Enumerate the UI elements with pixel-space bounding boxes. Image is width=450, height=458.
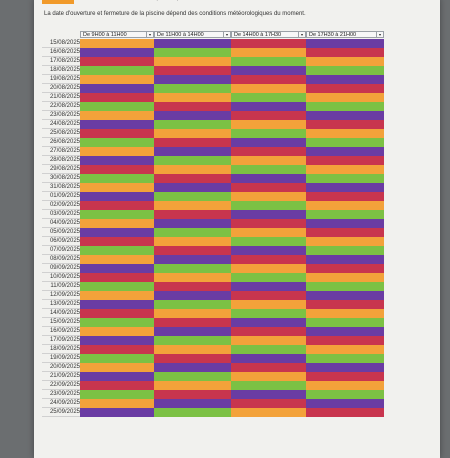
table-row: [42, 138, 384, 147]
slot-cell[interactable]: [154, 48, 231, 57]
date-cell[interactable]: 18/08/2025: [42, 66, 80, 75]
date-cell[interactable]: 06/09/2025: [42, 237, 80, 246]
slot-cell[interactable]: [154, 219, 231, 228]
slot-cell[interactable]: [306, 372, 384, 381]
slot-cell[interactable]: [306, 255, 384, 264]
slot-cell[interactable]: [80, 255, 154, 264]
slot-cell[interactable]: [306, 75, 384, 84]
slot-cell[interactable]: [154, 345, 231, 354]
slot-cell[interactable]: [154, 156, 231, 165]
slot-cell[interactable]: [80, 174, 154, 183]
slot-cell[interactable]: [306, 201, 384, 210]
table-row: [42, 336, 384, 345]
date-cell[interactable]: 08/09/2025: [42, 255, 80, 264]
slot-cell[interactable]: [306, 210, 384, 219]
slot-cell[interactable]: [231, 318, 306, 327]
slot-cell[interactable]: [231, 282, 306, 291]
slot-cell[interactable]: [306, 363, 384, 372]
slot-cell[interactable]: [80, 273, 154, 282]
slot-cell[interactable]: [306, 93, 384, 102]
date-cell[interactable]: 21/09/2025: [42, 372, 80, 381]
slot-cell[interactable]: [231, 84, 306, 93]
slot-cell[interactable]: [80, 264, 154, 273]
table-row: [42, 237, 384, 246]
date-cell[interactable]: 01/09/2025: [42, 192, 80, 201]
slot-cell[interactable]: [231, 255, 306, 264]
date-cell[interactable]: 28/08/2025: [42, 156, 80, 165]
filter-dropdown-icon[interactable]: ▾: [146, 32, 153, 37]
slot-cell[interactable]: [231, 390, 306, 399]
slot-cell[interactable]: [306, 282, 384, 291]
date-cell[interactable]: 16/08/2025: [42, 48, 80, 57]
slot-cell[interactable]: [306, 174, 384, 183]
slot-cell[interactable]: [231, 246, 306, 255]
slot-cell[interactable]: [80, 219, 154, 228]
slot-cell[interactable]: [306, 336, 384, 345]
slot-cell[interactable]: [231, 75, 306, 84]
slot-cell[interactable]: [80, 111, 154, 120]
slot-cell[interactable]: [80, 228, 154, 237]
table-row: [42, 147, 384, 156]
slot-cell[interactable]: [80, 147, 154, 156]
slot-cell[interactable]: [154, 39, 231, 48]
date-cell[interactable]: 13/09/2025: [42, 300, 80, 309]
slot-cell[interactable]: [154, 273, 231, 282]
table-row: [42, 111, 384, 120]
column-header[interactable]: [154, 31, 231, 38]
slot-cell[interactable]: [231, 228, 306, 237]
date-cell[interactable]: 11/09/2025: [42, 282, 80, 291]
filter-dropdown-icon[interactable]: ▾: [298, 32, 305, 37]
slot-cell[interactable]: [306, 57, 384, 66]
slot-cell[interactable]: [154, 255, 231, 264]
slot-cell[interactable]: [154, 75, 231, 84]
slot-cell[interactable]: [231, 237, 306, 246]
slot-cell[interactable]: [306, 84, 384, 93]
slot-cell[interactable]: [306, 327, 384, 336]
slot-cell[interactable]: [306, 66, 384, 75]
date-cell[interactable]: 25/08/2025: [42, 129, 80, 138]
column-header-label: De 14H00 à 17H30: [234, 32, 282, 38]
date-cell[interactable]: 27/08/2025: [42, 147, 80, 156]
slot-cell[interactable]: [231, 39, 306, 48]
slot-cell[interactable]: [154, 327, 231, 336]
date-cell[interactable]: 24/08/2025: [42, 120, 80, 129]
date-cell[interactable]: 04/09/2025: [42, 219, 80, 228]
date-cell[interactable]: 17/08/2025: [42, 57, 80, 66]
table-row: [42, 309, 384, 318]
date-cell[interactable]: 25/09/2025: [42, 408, 80, 417]
slot-cell[interactable]: [231, 165, 306, 174]
date-cell[interactable]: 24/09/2025: [42, 399, 80, 408]
slot-cell[interactable]: [231, 111, 306, 120]
table-row: [42, 129, 384, 138]
slot-cell[interactable]: [231, 309, 306, 318]
slot-cell[interactable]: [231, 57, 306, 66]
slot-cell[interactable]: [231, 93, 306, 102]
slot-cell[interactable]: [80, 345, 154, 354]
table-row: [42, 93, 384, 102]
table-row: [42, 408, 384, 417]
slot-cell[interactable]: [231, 336, 306, 345]
slot-cell[interactable]: [80, 129, 154, 138]
slot-cell[interactable]: [80, 372, 154, 381]
slot-cell[interactable]: [80, 102, 154, 111]
slot-cell[interactable]: [231, 183, 306, 192]
slot-cell[interactable]: [306, 228, 384, 237]
slot-cell[interactable]: [80, 57, 154, 66]
slot-cell[interactable]: [306, 192, 384, 201]
table-row: [42, 291, 384, 300]
table-row: [42, 39, 384, 48]
table-row: [42, 264, 384, 273]
date-cell[interactable]: 18/09/2025: [42, 345, 80, 354]
date-cell[interactable]: 09/09/2025: [42, 264, 80, 273]
slot-cell[interactable]: [80, 138, 154, 147]
slot-cell[interactable]: [154, 192, 231, 201]
date-cell[interactable]: 05/09/2025: [42, 228, 80, 237]
slot-cell[interactable]: [306, 390, 384, 399]
date-cell[interactable]: 16/09/2025: [42, 327, 80, 336]
slot-cell[interactable]: [154, 84, 231, 93]
slot-cell[interactable]: [306, 273, 384, 282]
date-cell[interactable]: 22/08/2025: [42, 102, 80, 111]
table-row: [42, 345, 384, 354]
column-header[interactable]: [80, 31, 154, 38]
slot-cell[interactable]: [154, 93, 231, 102]
slot-cell[interactable]: [80, 246, 154, 255]
table-row: [42, 372, 384, 381]
table-row: [42, 120, 384, 129]
slot-cell[interactable]: [306, 246, 384, 255]
table-row: [42, 156, 384, 165]
slot-cell[interactable]: [80, 237, 154, 246]
column-header-label: De 11H00 à 14H00: [157, 32, 204, 38]
date-cell[interactable]: 29/08/2025: [42, 165, 80, 174]
slot-cell[interactable]: [80, 354, 154, 363]
table-row: [42, 174, 384, 183]
date-cell[interactable]: 23/09/2025: [42, 390, 80, 399]
date-cell[interactable]: 23/08/2025: [42, 111, 80, 120]
slot-cell[interactable]: [154, 246, 231, 255]
slot-cell[interactable]: [154, 354, 231, 363]
slot-cell[interactable]: [231, 291, 306, 300]
date-cell[interactable]: 22/09/2025: [42, 381, 80, 390]
slot-cell[interactable]: [306, 291, 384, 300]
date-cell[interactable]: 07/09/2025: [42, 246, 80, 255]
table-row: [42, 273, 384, 282]
slot-cell[interactable]: [154, 228, 231, 237]
slot-cell[interactable]: [231, 273, 306, 282]
slot-cell[interactable]: [231, 210, 306, 219]
slot-cell[interactable]: [231, 381, 306, 390]
date-cell[interactable]: 20/09/2025: [42, 363, 80, 372]
slot-cell[interactable]: [306, 408, 384, 417]
slot-cell[interactable]: [154, 201, 231, 210]
date-cell[interactable]: 02/09/2025: [42, 201, 80, 210]
slot-cell[interactable]: [306, 147, 384, 156]
slot-cell[interactable]: [154, 165, 231, 174]
table-row: [42, 102, 384, 111]
slot-cell[interactable]: [306, 381, 384, 390]
slot-cell[interactable]: [80, 381, 154, 390]
date-cell[interactable]: 12/09/2025: [42, 291, 80, 300]
column-header-label: De 9H00 à 11H00: [83, 32, 127, 38]
table-row: [42, 327, 384, 336]
slot-cell[interactable]: [231, 147, 306, 156]
slot-cell[interactable]: [80, 48, 154, 57]
slot-cell[interactable]: [154, 183, 231, 192]
slot-cell[interactable]: [306, 219, 384, 228]
slot-cell[interactable]: [231, 219, 306, 228]
slot-cell[interactable]: [80, 201, 154, 210]
slot-cell[interactable]: [80, 390, 154, 399]
slot-cell[interactable]: [80, 399, 154, 408]
spreadsheet-page: [34, 0, 440, 458]
date-cell[interactable]: 19/09/2025: [42, 354, 80, 363]
date-cell[interactable]: 15/08/2025: [42, 39, 80, 48]
slot-cell[interactable]: [154, 372, 231, 381]
slot-cell[interactable]: [231, 129, 306, 138]
slot-cell[interactable]: [154, 264, 231, 273]
table-row: [42, 219, 384, 228]
legend-text: [82, 0, 226, 1]
slot-cell[interactable]: [154, 210, 231, 219]
slot-cell[interactable]: [154, 120, 231, 129]
slot-cell[interactable]: [154, 147, 231, 156]
slot-cell[interactable]: [154, 129, 231, 138]
slot-cell[interactable]: [80, 291, 154, 300]
legend: [42, 0, 362, 6]
table-row: [42, 84, 384, 93]
table-row: [42, 255, 384, 264]
slot-cell[interactable]: [154, 66, 231, 75]
slot-cell[interactable]: [231, 408, 306, 417]
table-row: [42, 318, 384, 327]
slot-cell[interactable]: [231, 363, 306, 372]
slot-cell[interactable]: [231, 174, 306, 183]
table-row: [42, 390, 384, 399]
slot-cell[interactable]: [80, 156, 154, 165]
table-row: [42, 48, 384, 57]
slot-cell[interactable]: [80, 192, 154, 201]
column-header-label: De 17H30 à 21H00: [309, 32, 357, 38]
slot-cell[interactable]: [154, 111, 231, 120]
slot-cell[interactable]: [80, 336, 154, 345]
slot-cell[interactable]: [231, 300, 306, 309]
slot-cell[interactable]: [231, 66, 306, 75]
slot-cell[interactable]: [231, 201, 306, 210]
slot-cell[interactable]: [80, 327, 154, 336]
table-row: [42, 354, 384, 363]
date-cell[interactable]: 19/08/2025: [42, 75, 80, 84]
filter-dropdown-icon[interactable]: ▾: [223, 32, 230, 37]
slot-cell[interactable]: [306, 102, 384, 111]
slot-cell[interactable]: [154, 57, 231, 66]
slot-cell[interactable]: [154, 363, 231, 372]
slot-cell[interactable]: [231, 327, 306, 336]
slot-cell[interactable]: [306, 399, 384, 408]
slot-cell[interactable]: [154, 309, 231, 318]
table-row: [42, 363, 384, 372]
slot-cell[interactable]: [306, 309, 384, 318]
slot-cell[interactable]: [154, 318, 231, 327]
date-cell[interactable]: 26/08/2025: [42, 138, 80, 147]
slot-cell[interactable]: [154, 408, 231, 417]
slot-cell[interactable]: [306, 111, 384, 120]
slot-cell[interactable]: [306, 165, 384, 174]
slot-cell[interactable]: [80, 282, 154, 291]
slot-cell[interactable]: [80, 300, 154, 309]
slot-cell[interactable]: [231, 120, 306, 129]
filter-dropdown-icon[interactable]: ▾: [376, 32, 383, 37]
table-row: [42, 192, 384, 201]
legend-swatch: [42, 0, 74, 4]
table-row: [42, 183, 384, 192]
table-row: [42, 75, 384, 84]
column-header[interactable]: [231, 31, 306, 38]
slot-cell[interactable]: [154, 399, 231, 408]
table-row: [42, 246, 384, 255]
slot-cell[interactable]: [306, 318, 384, 327]
slot-cell[interactable]: [231, 372, 306, 381]
date-cell[interactable]: 17/09/2025: [42, 336, 80, 345]
slot-cell[interactable]: [154, 282, 231, 291]
slot-cell[interactable]: [80, 120, 154, 129]
slot-cell[interactable]: [231, 354, 306, 363]
table-row: [42, 282, 384, 291]
slot-cell[interactable]: [231, 102, 306, 111]
table-row: [42, 228, 384, 237]
slot-cell[interactable]: [231, 192, 306, 201]
slot-cell[interactable]: [154, 390, 231, 399]
slot-cell[interactable]: [154, 336, 231, 345]
slot-cell[interactable]: [231, 48, 306, 57]
slot-cell[interactable]: [80, 318, 154, 327]
table-row: [42, 210, 384, 219]
slot-cell[interactable]: [231, 399, 306, 408]
slot-cell[interactable]: [80, 66, 154, 75]
slot-cell[interactable]: [154, 237, 231, 246]
date-cell[interactable]: 20/08/2025: [42, 84, 80, 93]
slot-cell[interactable]: [306, 354, 384, 363]
table-row: [42, 57, 384, 66]
slot-cell[interactable]: [306, 264, 384, 273]
slot-cell[interactable]: [154, 138, 231, 147]
slot-cell[interactable]: [306, 48, 384, 57]
slot-cell[interactable]: [80, 210, 154, 219]
table-row: [42, 300, 384, 309]
slot-cell[interactable]: [154, 291, 231, 300]
slot-cell[interactable]: [306, 237, 384, 246]
date-cell[interactable]: 31/08/2025: [42, 183, 80, 192]
slot-cell[interactable]: [231, 345, 306, 354]
date-cell[interactable]: 10/09/2025: [42, 273, 80, 282]
table-row: [42, 165, 384, 174]
table-row: [42, 66, 384, 75]
date-cell[interactable]: 21/08/2025: [42, 93, 80, 102]
slot-cell[interactable]: [231, 156, 306, 165]
slot-cell[interactable]: [306, 300, 384, 309]
slot-cell[interactable]: [80, 165, 154, 174]
slot-cell[interactable]: [154, 381, 231, 390]
slot-cell[interactable]: [154, 300, 231, 309]
slot-cell[interactable]: [306, 120, 384, 129]
slot-cell[interactable]: [80, 75, 154, 84]
date-cell[interactable]: 15/09/2025: [42, 318, 80, 327]
slot-cell[interactable]: [80, 408, 154, 417]
slot-cell[interactable]: [80, 183, 154, 192]
slot-cell[interactable]: [306, 138, 384, 147]
slot-cell[interactable]: [80, 93, 154, 102]
date-cell[interactable]: 14/09/2025: [42, 309, 80, 318]
slot-cell[interactable]: [306, 129, 384, 138]
slot-cell[interactable]: [154, 102, 231, 111]
slot-cell[interactable]: [306, 39, 384, 48]
table-row: [42, 201, 384, 210]
slot-cell[interactable]: [80, 363, 154, 372]
weather-note: La date d'ouverture et fermeture de la piscine dépend des conditions météorologiques du moment.: [44, 11, 306, 17]
table-row: [42, 381, 384, 390]
date-cell[interactable]: 30/08/2025: [42, 174, 80, 183]
slot-cell[interactable]: [306, 156, 384, 165]
table-row: [42, 399, 384, 408]
slot-cell[interactable]: [80, 84, 154, 93]
slot-cell[interactable]: [306, 345, 384, 354]
slot-cell[interactable]: [80, 39, 154, 48]
slot-cell[interactable]: [231, 264, 306, 273]
date-cell[interactable]: 03/09/2025: [42, 210, 80, 219]
slot-cell[interactable]: [306, 183, 384, 192]
column-header[interactable]: [306, 31, 384, 38]
slot-cell[interactable]: [80, 309, 154, 318]
slot-cell[interactable]: [231, 138, 306, 147]
slot-cell[interactable]: [154, 174, 231, 183]
